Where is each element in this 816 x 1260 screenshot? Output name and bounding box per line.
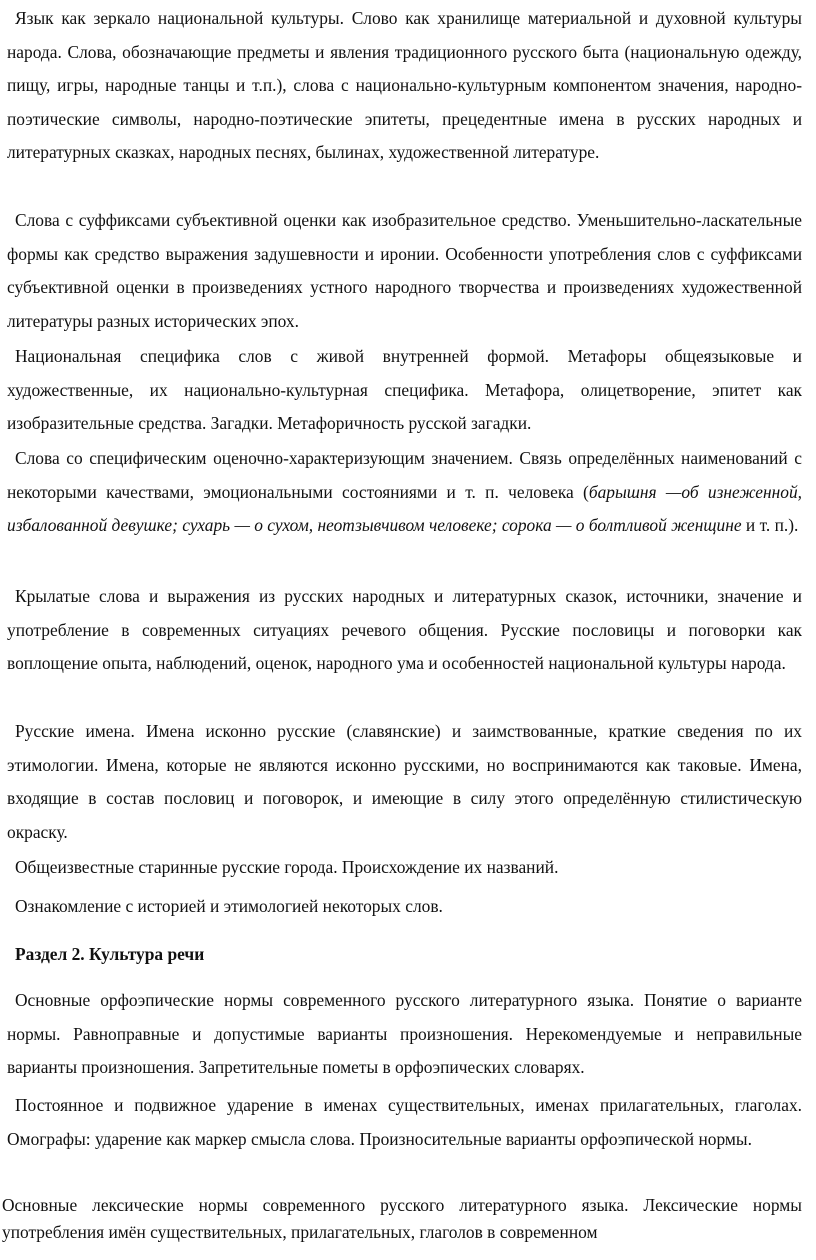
paragraph-stress: Постоянное и подвижное ударение в именах существительных, именах прилагательных, глаголах. Омографы: ударение как маркер смысла слова. Произносительные варианты орфоэпической нормы. [7,1095,802,1149]
section-heading: Раздел 2. Культура речи [15,944,205,964]
paragraph-winged-words: Крылатые слова и выражения из русских народных и литературных сказок, источники, значение и употребление в современных ситуациях речевого общения. Русские пословицы и поговорки как воплощение опыта, наблюдений, оценок, народного ума и особенностей национальной культуры народа. [7,586,802,674]
paragraph-lexical-norms: Основные лексические нормы современного русского литературного языка. Лексические нормы употребления имён существительных, прилагательных, глаголов в современном [2,1195,802,1242]
paragraph-old-cities: Общеизвестные старинные русские города. Происхождение их названий. [15,857,559,877]
paragraph-inner-form: Национальная специфика слов с живой внутренней формой. Метафоры общеязыковые и художественные, их национально-культурная специфика. Метафора, олицетворение, эпитет как изобразительные средства. Загадки. Метафоричность русской загадки. [7,346,802,434]
paragraph-evaluative-words-examples: барышня —об изнеженной, избалованной девушке; сухарь — о сухом, неотзывчивом человеке; сорока — о болтливой женщине [7,481,802,536]
paragraph-language-culture: Язык как зеркало национальной культуры. Слово как хранилище материальной и духовной культуры народа. Слова, обозначающие предметы и явления традиционного русского быта (национальную одежду, пищу, игры, народные танцы и т.п.), слова с национально-культурным компонентом значения, народно-поэтические символы, народно-поэтические эпитеты, прецедентные имена в русских народных и литературных сказках, народных песнях, былинах, художественной литературе. [7,8,802,163]
paragraph-evaluative-words [7,442,802,543]
paragraph-orthoepic-norms: Основные орфоэпические нормы современного русского литературного языка. Понятие о варианте нормы. Равноправные и допустимые варианты произношения. Нерекомендуемые и неправильные варианты произношения. Запретительные пометы в орфоэпических словарях. [7,990,802,1078]
paragraph-suffixes: Слова с суффиксами субъективной оценки как изобразительное средство. Уменьшительно-ласкательные формы как средство выражения задушевности и иронии. Особенности употребления слов с суффиксами субъективной оценки в произведениях устного народного творчества и произведениях художественной литературы разных исторических эпох. [7,210,802,331]
paragraph-evaluative-words-text: Слова со специфическим оценочно-характеризующим значением. Связь определённых наименований с некоторыми качествами, эмоциональными состояниями и т. п. человека ( [7,448,802,502]
paragraph-etymology: Ознакомление с историей и этимологией некоторых слов. [15,896,443,916]
paragraph-russian-names: Русские имена. Имена исконно русские (славянские) и заимствованные, краткие сведения по их этимологии. Имена, которые не являются исконно русскими, но воспринимаются как таковые. Имена, входящие в состав пословиц и поговорок, и имеющие в силу этого определённую стилистическую окраску. [7,721,802,842]
paragraph-evaluative-words-end: и т. п.). [741,515,799,536]
